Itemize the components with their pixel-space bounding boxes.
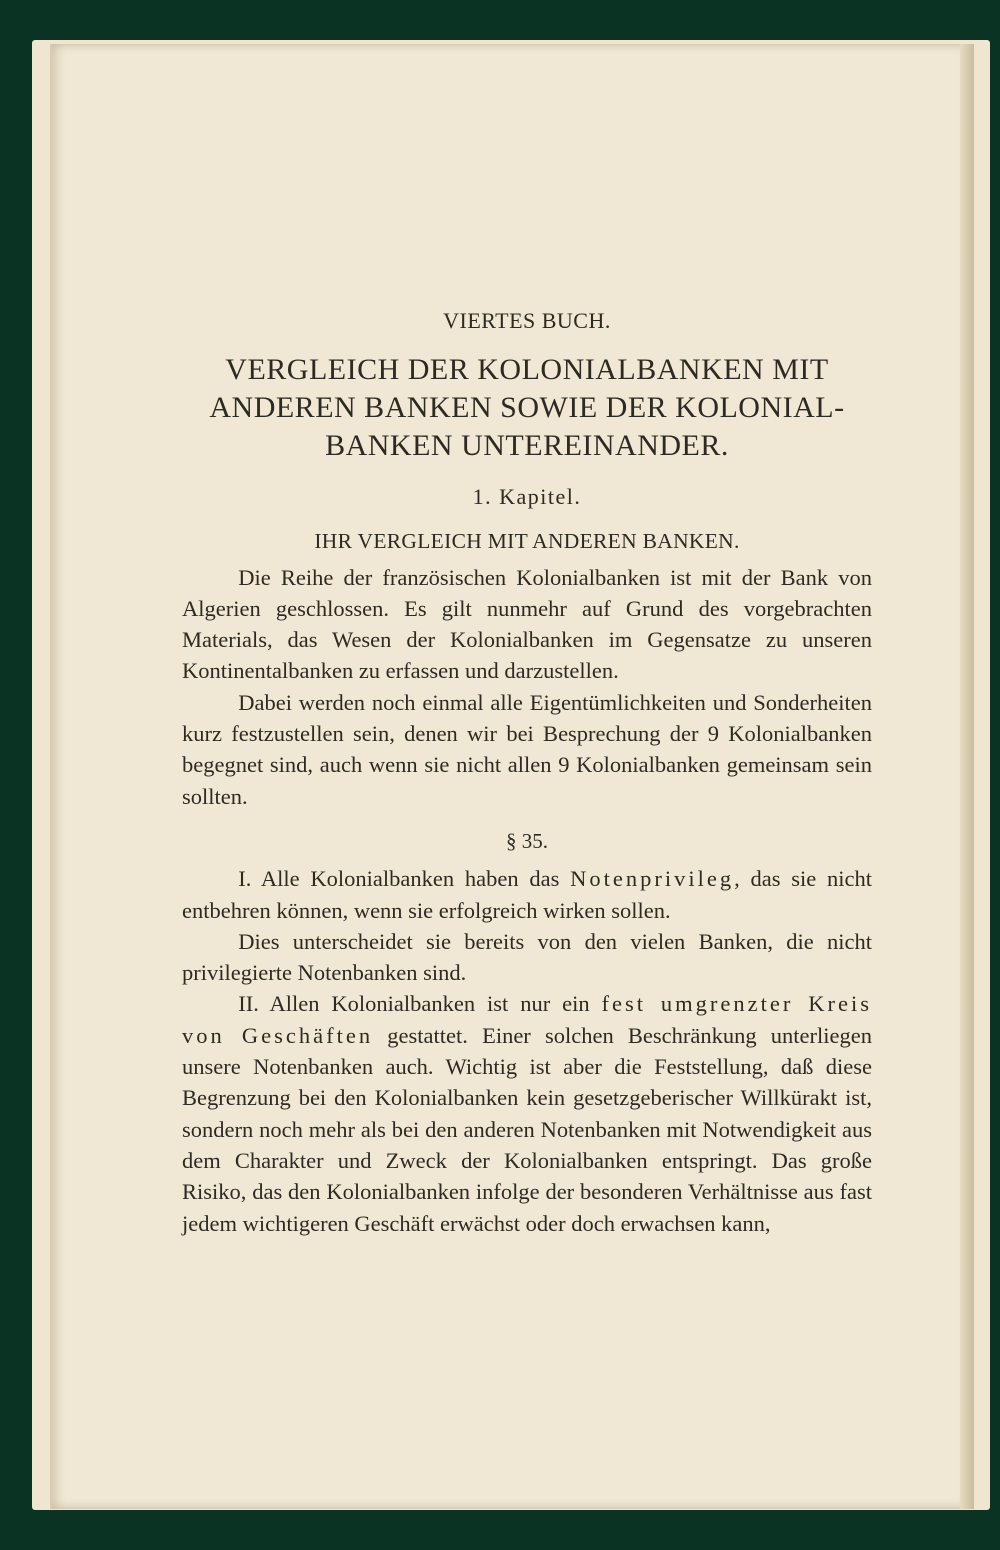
intro-paragraph-1: Die Reihe der französischen Kolonialbanken ist mit der Bank von Algerien geschlossen. Es gilt nunmehr auf Grund des vorgebrachten Materials, das Wesen der Kolonialbanken im Gegensatze zu unseren Kontinentalbanken zu erfassen und darzustellen. [182,564,872,684]
chapter-number: 1. Kapitel. [472,484,582,509]
item-1-emphasis: Notenprivileg [570,866,735,892]
book-label: VIERTES BUCH. [443,308,611,333]
book-title: VERGLEICH DER KOLONIALBANKEN MIT ANDEREN BANKEN SOWIE DER KOLONIAL-BANKEN UNTEREINANDER. [209,353,845,462]
section-label: § 35. [506,828,548,853]
item-2-paragraph [182,988,872,1238]
page-edge [960,44,974,1509]
item-2-emphasis: fest umgrenzter Kreis von Geschäften [182,991,873,1048]
page-content [182,305,872,1239]
intro-paragraph-2: Dabei werden noch einmal alle Eigentümlichkeiten und Sonderheiten kurz festzustellen sein, denen wir bei Besprechung der 9 Kolonialbanken begegnet sind, auch wenn sie nicht allen 9 Kolonialbanken gemeinsam sein sollten. [182,689,872,809]
item-2-text-pre: II. Allen Kolonialbanken ist nur ein [238,991,602,1017]
item-2-text-post: gestattet. Einer solchen Beschränkung unterliegen unsere Notenbanken auch. Wichtig ist aber die Feststellung, daß diese Begrenzung bei den Kolonialbanken kein gesetzgeberischer Willkürakt ist, sondern noch mehr als bei den anderen Notenbanken mit Notwendigkeit aus dem Charakter und Zweck der Kolonialbanken entspringt. Das große Risiko, das den Kolonialbanken infolge der besonderen Verhältnisse aus fast jedem wichtigeren Geschäft erwächst oder doch erwachsen kann, [182,1022,872,1236]
item-1-paragraph-2: Dies unterscheidet sie bereits von den vielen Banken, die nicht privilegierte Notenbanken sind. [182,928,872,986]
item-1-text-pre: I. Alle Kolonialbanken haben das [238,866,571,892]
chapter-title: IHR VERGLEICH MIT ANDEREN BANKEN. [314,529,740,554]
item-1-paragraph [182,863,872,926]
item-1-text-post: , das sie nicht entbehren können, wenn sie erfolgreich wirken sollen. [182,866,873,923]
